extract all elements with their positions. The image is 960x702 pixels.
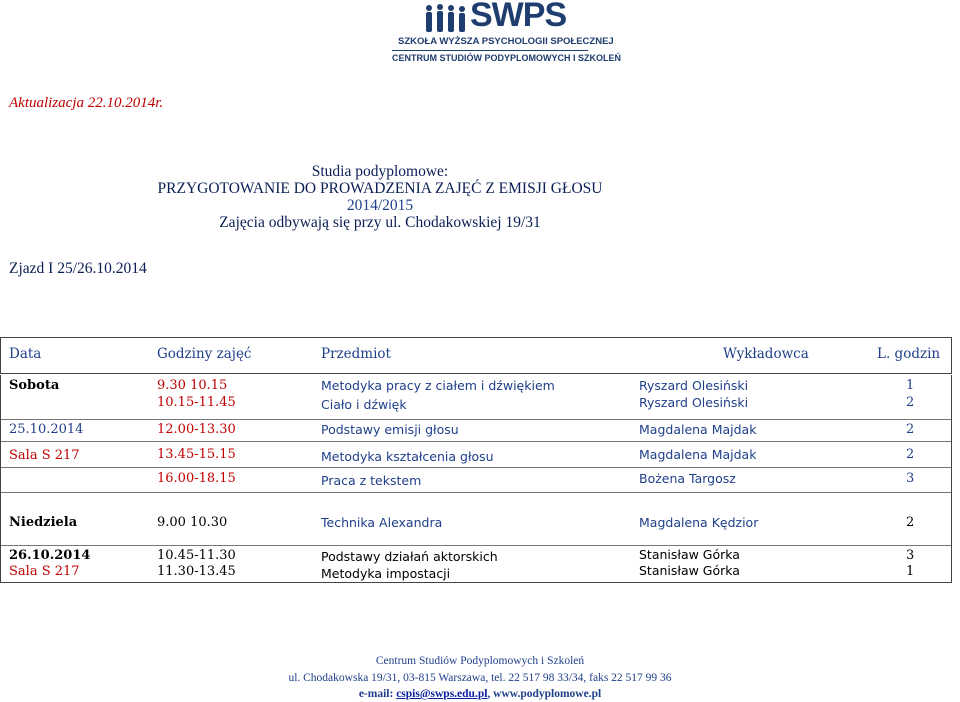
program-heading <box>0 163 760 231</box>
footer-address: ul. Chodakowska 19/31, 03-815 Warszawa, tel. 22 517 98 33/34, faks 22 517 99 36 <box>288 672 672 684</box>
footer-contact <box>0 688 960 700</box>
footer-center-name: Centrum Studiów Podyplomowych i Szkoleń <box>375 655 585 667</box>
table-row-count: 3 <box>906 471 915 486</box>
table-row-lecturer: Ryszard Olesiński <box>639 395 749 410</box>
table-row-subject: Ciało i dźwięk <box>321 397 407 412</box>
row-separator <box>1 419 951 420</box>
table-row-hours: 11.30-13.45 <box>157 564 236 579</box>
table-row-count: 2 <box>906 395 915 410</box>
header-hours: Godziny zajęć <box>157 346 252 362</box>
table-row-hours: 12.00-13.30 <box>157 422 236 437</box>
logo-center-name: CENTRUM STUDIÓW PODYPLOMOWYCH I SZKOLEŃ <box>392 53 621 63</box>
update-date: Aktualizacja 22.10.2014r. <box>9 95 164 111</box>
table-row-subject: Praca z tekstem <box>321 473 422 488</box>
schedule-table <box>0 337 952 583</box>
footer-email-link[interactable]: cspis@swps.edu.pl <box>396 688 488 700</box>
session-title: Zjazd I 25/26.10.2014 <box>9 260 147 277</box>
day2-date: 26.10.2014 <box>9 548 91 563</box>
table-row-lecturer: Ryszard Olesiński <box>639 378 749 393</box>
table-row-count: 3 <box>906 548 915 563</box>
row-separator <box>1 545 951 546</box>
table-row-lecturer: Stanisław Górka <box>639 563 740 578</box>
day1-room: Sala S 217 <box>9 448 80 463</box>
table-row-subject: Metodyka impostacji <box>321 566 451 581</box>
table-row-hours: 9.30 10.15 <box>157 378 228 393</box>
table-row-count: 2 <box>906 422 915 437</box>
table-row-count: 1 <box>906 564 915 579</box>
footer-email-label: e-mail: <box>358 688 397 700</box>
table-row-subject: Metodyka pracy z ciałem i dźwiękiem <box>321 378 555 393</box>
table-row-lecturer: Stanisław Górka <box>639 547 740 562</box>
header-count: L. godzin <box>877 346 941 362</box>
row-separator <box>1 441 951 442</box>
table-row-subject: Podstawy działań aktorskich <box>321 549 498 564</box>
table-row-subject: Technika Alexandra <box>321 515 443 530</box>
footer-separator: , <box>487 688 494 700</box>
row-separator <box>1 467 951 468</box>
header-lecturer: Wykładowca <box>723 346 809 362</box>
day1-day: Sobota <box>9 378 60 393</box>
table-row-hours: 10.45-11.30 <box>157 548 236 563</box>
logo-wordmark: SWPS <box>470 0 567 34</box>
heading-year: 2014/2015 <box>346 197 414 214</box>
table-row-lecturer: Magdalena Majdak <box>639 447 757 462</box>
table-row-lecturer: Magdalena Kędzior <box>639 515 759 530</box>
table-row-hours: 10.15-11.45 <box>157 395 236 410</box>
heading-location: Zajęcia odbywają się przy ul. Chodakowskiej 19/31 <box>219 214 541 231</box>
table-row-hours: 9.00 10.30 <box>157 515 228 530</box>
day2-room: Sala S 217 <box>9 564 80 579</box>
table-row-count: 2 <box>906 447 915 462</box>
logo-divider <box>392 50 588 51</box>
table-row-lecturer: Magdalena Majdak <box>639 422 757 437</box>
table-row-count: 1 <box>906 378 915 393</box>
table-body <box>0 375 952 583</box>
day2-day: Niedziela <box>9 515 78 530</box>
table-row-subject: Metodyka kształcenia głosu <box>321 449 494 464</box>
heading-line-1: Studia podyplomowe: <box>311 163 449 180</box>
day1-date: 25.10.2014 <box>9 422 84 437</box>
heading-program-title: PRZYGOTOWANIE DO PROWADZENIA ZAJĘĆ Z EMISJI GŁOSU <box>157 180 603 197</box>
table-row-lecturer: Bożena Targosz <box>639 471 736 486</box>
header-date: Data <box>9 346 42 362</box>
footer-web-link[interactable]: www.podyplomowe.pl <box>493 688 602 700</box>
table-header <box>0 337 952 374</box>
header-subject: Przedmiot <box>321 346 391 362</box>
table-row-count: 2 <box>906 515 915 530</box>
table-row-hours: 13.45-15.15 <box>157 447 236 462</box>
logo-school-name: SZKOŁA WYŻSZA PSYCHOLOGII SPOŁECZNEJ <box>398 36 614 47</box>
swps-logo <box>380 0 621 64</box>
table-row-hours: 16.00-18.15 <box>157 471 236 486</box>
row-separator <box>1 492 951 493</box>
people-figures-icon <box>424 4 470 34</box>
table-row-subject: Podstawy emisji głosu <box>321 422 459 437</box>
